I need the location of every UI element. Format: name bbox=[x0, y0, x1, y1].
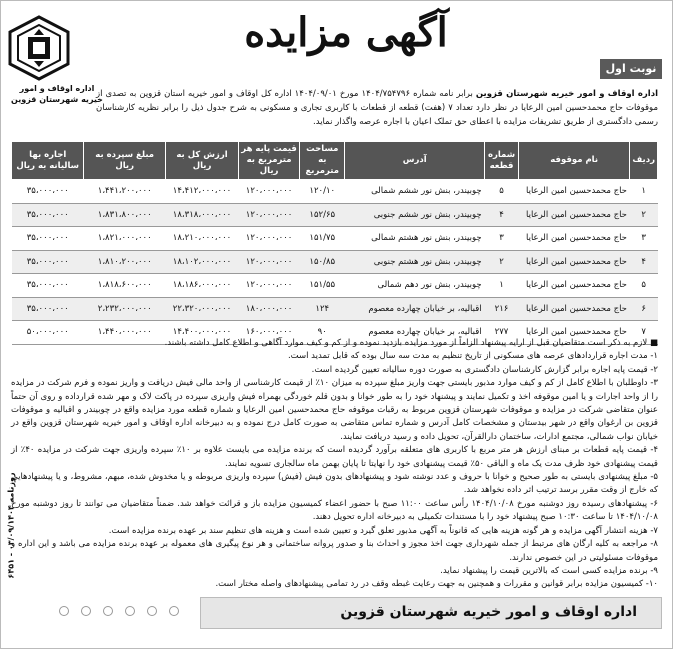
table-cell: ۲۲،۳۲۰،۰۰۰،۰۰۰ bbox=[166, 297, 239, 321]
footer-bar bbox=[200, 597, 662, 629]
note-item: ۶- پیشنهادهای رسیده روز دوشنبه مورخ ۱۴۰۴/۱۰/۰۸ رأس ساعت ۱۱:۰۰ صبح با حضور اعضاء کمیسیون مزایده باز و قرائت خواهد شد. ضمناً متقاضیان می توانند تا روز دوشنبه مورخ ۱۴۰۴/۱۰/۰۸ تا ساعت ۱۰:۳۰ صبح پیشنهاد خود را با مستندات تکمیلی به دبیرخانه اداره تحویل دهند. bbox=[11, 498, 658, 523]
table-cell: ۱۴،۴۰۰،۰۰۰،۰۰۰ bbox=[166, 321, 239, 345]
table-row bbox=[12, 297, 658, 321]
table-cell: ۱،۸۲۱،۰۰۰،۰۰۰ bbox=[84, 227, 166, 251]
table-cell: ۵۰،۰۰۰،۰۰۰ bbox=[12, 321, 84, 345]
table-cell: ۱۵۲/۶۵ bbox=[300, 203, 345, 227]
decorative-dots bbox=[15, 601, 191, 617]
table-cell: ۶ bbox=[630, 297, 658, 321]
table-cell: ۵ bbox=[630, 274, 658, 298]
note-item: ۴- قیمت پایه قطعات بر مبنای ارزش هر متر مربع با کاربری های متعلقه برآورد گردیده است که برنده مزایده می بایست علاوه بر ۱۰٪ سپرده واریزی جهت شرکت در مزایده ۴۰٪ از قیمت پیشنهادی خود ظرف مدت یک ماه و الباقی ۵۰٪ قیمت پیشنهادی خود را نهایتا تا پایان بهمن ماه سالجاری تسویه نمایند. bbox=[11, 445, 659, 469]
col-header: مبلغ سپرده به ریال bbox=[84, 142, 166, 180]
col-header: ردیف bbox=[630, 142, 658, 180]
table-row bbox=[12, 227, 658, 251]
table-cell: ۹۰ bbox=[300, 321, 345, 345]
table-cell: ۱۲۰،۰۰۰،۰۰۰ bbox=[239, 227, 300, 251]
table-cell: حاج محمدحسین امین الرعایا bbox=[518, 203, 629, 227]
table-row bbox=[12, 203, 658, 227]
dot-icon bbox=[81, 606, 91, 616]
table-cell: ۱۸،۱۸۶،۰۰۰،۰۰۰ bbox=[166, 274, 239, 298]
table-cell: چوبیندر، بنش نور ششم جنوبی bbox=[345, 203, 485, 227]
table-cell: ۲،۲۳۲،۰۰۰،۰۰۰ bbox=[84, 297, 166, 321]
org-name-small: اداره اوقاف و امور خیریه شهرستان قزوین bbox=[11, 84, 103, 104]
table-cell: ۱۵۱/۵۵ bbox=[300, 274, 345, 298]
table-cell: ۲ bbox=[485, 250, 519, 274]
round-badge: نوبت اول bbox=[600, 59, 662, 79]
table-cell: ۳۵،۰۰۰،۰۰۰ bbox=[12, 250, 84, 274]
note-item: ۵- مبلغ پیشنهادی بایستی به طور صحیح و خوانا با حروف و عدد نوشته شود و پیشنهادهای بدون فیش (فیش) سپرده واریزی مربوطه و یا مخدوش شده، مبهم، مشروط، و یا پیشنهادهایی که خارج از وقت مقرر برسد ترتیب اثر داده نخواهد شد. bbox=[11, 472, 658, 496]
col-header: نام موقوفه bbox=[518, 142, 629, 180]
table-cell: ۱۸،۳۱۸،۰۰۰،۰۰۰ bbox=[166, 203, 239, 227]
intro-text: برابر نامه شماره ۱۴۰۴/۷۵۴۷۹۶ مورخ ۱۴۰۴/۰۹/۰۱ اداره کل اوقاف و امور خیریه استان قزوین به تصدی از موقوفات حاج محمدحسین امین الرعایا در نظر دارد تعداد ۷ (هفت) قطعه از قطعات با کاربری تجاری و مسکونی به شرح جدول ذیل را برابر نظریه کارشناسان رسمی دادگستری از طریق تشریفات مزایده با اعطای حق تملک اعیان با اجاره عرصه واگذار نماید. bbox=[96, 89, 658, 127]
dot-icon bbox=[59, 606, 69, 616]
intro-org: اداره اوقاف و امور خیریه شهرستان قزوین bbox=[475, 89, 658, 99]
table-cell: حاج محمدحسین امین الرعایا bbox=[518, 297, 629, 321]
table-cell: ۱۸،۱۰۲،۰۰۰،۰۰۰ bbox=[166, 250, 239, 274]
footer-org: اداره اوقاف و امور خیریه شهرستان قزوین bbox=[340, 604, 637, 620]
table-cell: ۴ bbox=[485, 203, 519, 227]
table-cell: ۳۵،۰۰۰،۰۰۰ bbox=[12, 180, 84, 204]
table-cell: ۷ bbox=[630, 321, 658, 345]
table-cell: ۲ bbox=[630, 203, 658, 227]
table-cell: ۱۴،۴۱۲،۰۰۰،۰۰۰ bbox=[166, 180, 239, 204]
note-item: ۸- مراجعه به کلیه ارگان های مرتبط از جمله شهرداری جهت اخذ مجوز و احداث بنا و صدور پروانه ساختمانی و هر نوع پیگیری های معموله بر عهده برنده مزایده می باشد و این اداره و موقوفات مسئولیتی در این خصوص ندارند. bbox=[11, 539, 658, 563]
note-item: ۳- داوطلبان با اطلاع کامل از کم و کیف موارد مذبور بایستی جهت واریز مبلغ سپرده به میزان ۱۰٪ از قیمت کارشناسی از واحد مالی فیش دریافت و واریز نموده و فرم شرکت در مزایده را از واحد اجارات و یا امین موقوفه اخذ و تکمیل نمایند و پیشنهاد خود را به طور خوانا و بدون قلم خوردگی بهمراه فیش واریزی سپرده در پاکت لاک و مهر شده قرارداده و روی آن حتماً عنوان متقاضی شرکت در مزایده و موقوفات شهرستان قزوین مربوط به رقبات موقوفه حاج محمدحسین امین الرعایا و شماره قطعه مورد مزایده واقع در چوبیندر و اقبالیه و موقوفات قزوین بن ارغوان واقع در شهر بیدستان و مشخصات کامل آدرس و شماره تماس متقاضی به صورت کامل درج نموده و به دبیرخانه اداره اوقاف و امور خیریه شهرستان قزوین واقع در خیابان نواب شمالی، مجتمع ادارات، ساختمان دارالقرآن، تحویل داده و رسید دریافت نمایند. bbox=[11, 378, 658, 442]
table-row bbox=[12, 180, 658, 204]
table-cell: ۳ bbox=[630, 227, 658, 251]
table-cell: ۱،۸۱۰،۲۰۰،۰۰۰ bbox=[84, 250, 166, 274]
table-row bbox=[12, 274, 658, 298]
dot-icon bbox=[103, 606, 113, 616]
table-cell: ۱۲۰،۰۰۰،۰۰۰ bbox=[239, 203, 300, 227]
note-item: ۷- هزینه انتشار آگهی مزایده و هر گونه هزینه هایی که قانوناً به آگهی مذبور تعلق گیرد و تعیین شده است و هزینه های تنظیم سند بر عهده برنده مزایده است. bbox=[108, 525, 658, 536]
note-item: ۹- برنده مزایده کسی است که بالاترین قیمت را پیشنهاد نماید. bbox=[440, 565, 658, 576]
table-cell: ۱۸،۲۱۰،۰۰۰،۰۰۰ bbox=[166, 227, 239, 251]
table-cell: چوبیندر، بنش نور دهم شمالی bbox=[345, 274, 485, 298]
col-header: اجاره بها سالیانه به ریال bbox=[12, 142, 84, 180]
table-cell: حاج محمدحسین امین الرعایا bbox=[518, 227, 629, 251]
table-cell: ۳۵،۰۰۰،۰۰۰ bbox=[12, 297, 84, 321]
table-cell: ۱۶۰،۰۰۰،۰۰۰ bbox=[239, 321, 300, 345]
table-cell: ۳۵،۰۰۰،۰۰۰ bbox=[12, 203, 84, 227]
side-date-strip bbox=[3, 431, 17, 621]
table-cell: ۲۷۷ bbox=[485, 321, 519, 345]
table-cell: چوبیندر، بنش نور هشتم جنوبی bbox=[345, 250, 485, 274]
table-cell: ۱،۴۴۰،۰۰۰،۰۰۰ bbox=[84, 321, 166, 345]
col-header: ارزش کل به ریال bbox=[166, 142, 239, 180]
table-cell: ۱۲۰،۰۰۰،۰۰۰ bbox=[239, 180, 300, 204]
table-cell: حاج محمدحسین امین الرعایا bbox=[518, 321, 629, 345]
table-cell: ۱،۸۱۸،۶۰۰،۰۰۰ bbox=[84, 274, 166, 298]
table-cell: ۱۲۰/۱۰ bbox=[300, 180, 345, 204]
table-cell: حاج محمدحسین امین الرعایا bbox=[518, 250, 629, 274]
col-header: مساحت به مترمربع bbox=[300, 142, 345, 180]
table-cell: چوبیندر، بنش نور ششم شمالی bbox=[345, 180, 485, 204]
table-cell: ۳ bbox=[485, 227, 519, 251]
intro-paragraph bbox=[96, 87, 658, 129]
dot-icon bbox=[147, 606, 157, 616]
publication-date: روزنامه ۰۳/۰۹/۱۴۰۴ - ۶۴۵۱ bbox=[6, 472, 16, 579]
table-cell: اقبالیه، بر خیابان چهارده معصوم bbox=[345, 297, 485, 321]
table-cell: اقبالیه، بر خیابان چهارده معصوم bbox=[345, 321, 485, 345]
table-cell: ۱۵۱/۷۵ bbox=[300, 227, 345, 251]
table-cell: ۳۵،۰۰۰،۰۰۰ bbox=[12, 227, 84, 251]
table-cell: چوبیندر، بنش نور هشتم شمالی bbox=[345, 227, 485, 251]
table-cell: ۲۱۶ bbox=[485, 297, 519, 321]
table-cell: ۳۵،۰۰۰،۰۰۰ bbox=[12, 274, 84, 298]
endowment-logo-icon bbox=[6, 15, 72, 81]
table-header-row bbox=[12, 142, 658, 180]
table-cell: ۱ bbox=[630, 180, 658, 204]
table-cell: ۱،۸۳۱،۸۰۰،۰۰۰ bbox=[84, 203, 166, 227]
auction-table bbox=[11, 141, 658, 345]
table-cell: ۴ bbox=[630, 250, 658, 274]
table-cell: ۱۲۰،۰۰۰،۰۰۰ bbox=[239, 250, 300, 274]
note-item: ۲- قیمت پایه اجاره برابر گزارش کارشناسان دادگستری به صورت دوره سالیانه تعیین گردیده است. bbox=[311, 364, 658, 375]
table-row bbox=[12, 250, 658, 274]
table-cell: ۱۵۰/۸۵ bbox=[300, 250, 345, 274]
dot-icon bbox=[125, 606, 135, 616]
dot-icon bbox=[169, 606, 179, 616]
table-cell: ۱۲۰،۰۰۰،۰۰۰ bbox=[239, 274, 300, 298]
col-header: شماره قطعه bbox=[485, 142, 519, 180]
note-item: ۱۰- کمیسیون مزایده برابر قوانین و مقررات و همچنین به جهت رعایت غبطه وقف در رد تمامی پیشنهادهای واصله مختار است. bbox=[215, 579, 658, 590]
table-cell: ۱ bbox=[485, 274, 519, 298]
notes-section bbox=[11, 337, 658, 592]
note-item: ۱- مدت اجاره قراردادهای عرصه های مسکونی از تاریخ تنظیم به مدت سه سال بوده که قابل تمدید است. bbox=[287, 351, 658, 362]
page-title: آگهی مزایده bbox=[244, 9, 448, 56]
table-cell: ۱،۴۴۱،۲۰۰،۰۰۰ bbox=[84, 180, 166, 204]
table-cell: ۱۸۰،۰۰۰،۰۰۰ bbox=[239, 297, 300, 321]
table-cell: ۱۲۴ bbox=[300, 297, 345, 321]
note-item: ■ لازم به ذکر است متقاضیان قبل از ارایه پیشنهاد الزاماً از مورد مزایده بازدید نموده و از کم و کیف موارد آگاهی و اطلاع کامل داشته باشند. bbox=[164, 338, 658, 348]
table-cell: ۵ bbox=[485, 180, 519, 204]
table-cell: حاج محمدحسین امین الرعایا bbox=[518, 274, 629, 298]
table-cell: حاج محمدحسین امین الرعایا bbox=[518, 180, 629, 204]
col-header: آدرس bbox=[345, 142, 485, 180]
col-header: قیمت پایه هر مترمربع به ریال bbox=[239, 142, 300, 180]
